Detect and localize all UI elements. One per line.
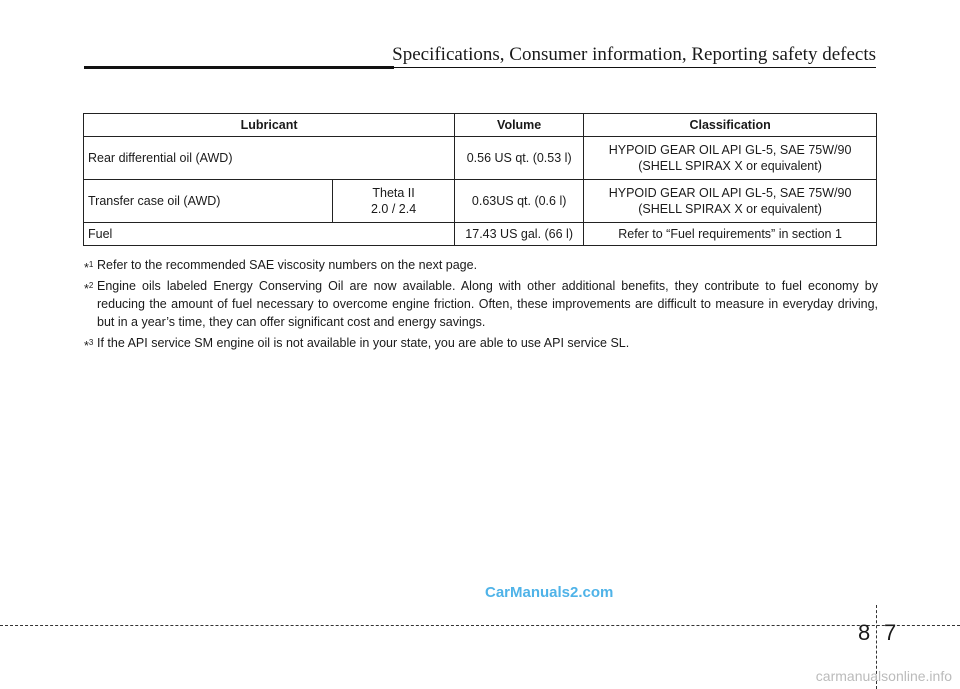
classification-line-1: HYPOID GEAR OIL API GL-5, SAE 75W/90 bbox=[608, 143, 852, 157]
classification-line-2: (SHELL SPIRAX X or equivalent) bbox=[638, 159, 822, 173]
footnote-text: Engine oils labeled Energy Conserving Oil are now available. Along with other additional benefits, they contribute to fuel economy by reducing the amount of fuel necessary to overcome engine friction. Often, these improvements are difficult to measure in everyday driving, but in a year’s time, they can offer significant cost and energy savings. bbox=[97, 279, 878, 329]
footnotes bbox=[84, 256, 878, 355]
classification-cell bbox=[584, 137, 877, 180]
footer-watermark: carmanualsonline.info bbox=[815, 668, 952, 684]
footnote bbox=[84, 334, 878, 352]
watermark-link[interactable]: CarManuals2.com bbox=[485, 584, 614, 601]
footnote-text: If the API service SM engine oil is not available in your state, you are able to use API service SL. bbox=[97, 336, 630, 350]
page-header-title: Specifications, Consumer information, Reporting safety defects bbox=[392, 44, 876, 65]
lubricant-table bbox=[83, 113, 877, 246]
table-row bbox=[84, 137, 877, 180]
footnote bbox=[84, 256, 878, 274]
header-rule-thin bbox=[394, 67, 876, 68]
table-row bbox=[84, 180, 877, 223]
footnote-mark: *$^3$ bbox=[84, 338, 94, 354]
classification-line-1: HYPOID GEAR OIL API GL-5, SAE 75W/90 bbox=[608, 186, 852, 200]
section-number: 8 bbox=[858, 620, 871, 645]
volume-cell: 17.43 US gal. (66 l) bbox=[455, 223, 584, 246]
footnote-mark: *$^2$ bbox=[84, 281, 94, 297]
column-header-lubricant: Lubricant bbox=[84, 114, 455, 137]
engine-line-1: Theta II bbox=[372, 186, 415, 200]
volume-cell: 0.56 US qt. (0.53 l) bbox=[455, 137, 584, 180]
footer-dashed-rule bbox=[0, 625, 960, 626]
page-number: 7 bbox=[884, 620, 897, 645]
footnote-mark: *$^1$ bbox=[84, 260, 94, 276]
column-header-volume: Volume bbox=[455, 114, 584, 137]
lubricant-cell: Transfer case oil (AWD) bbox=[84, 180, 333, 223]
footnote bbox=[84, 277, 878, 331]
engine-cell bbox=[333, 180, 455, 223]
table-header-row bbox=[84, 114, 877, 137]
lubricant-cell: Fuel bbox=[84, 223, 455, 246]
engine-line-2: 2.0 / 2.4 bbox=[370, 202, 417, 216]
classification-line-2: (SHELL SPIRAX X or equivalent) bbox=[638, 202, 822, 216]
lubricant-cell: Rear differential oil (AWD) bbox=[84, 137, 455, 180]
classification-cell: Refer to “Fuel requirements” in section 1 bbox=[584, 223, 877, 246]
volume-cell: 0.63US qt. (0.6 l) bbox=[455, 180, 584, 223]
classification-cell bbox=[584, 180, 877, 223]
table-row bbox=[84, 223, 877, 246]
header-rule bbox=[84, 66, 394, 69]
footnote-text: Refer to the recommended SAE viscosity numbers on the next page. bbox=[97, 258, 478, 272]
column-header-classification: Classification bbox=[584, 114, 877, 137]
